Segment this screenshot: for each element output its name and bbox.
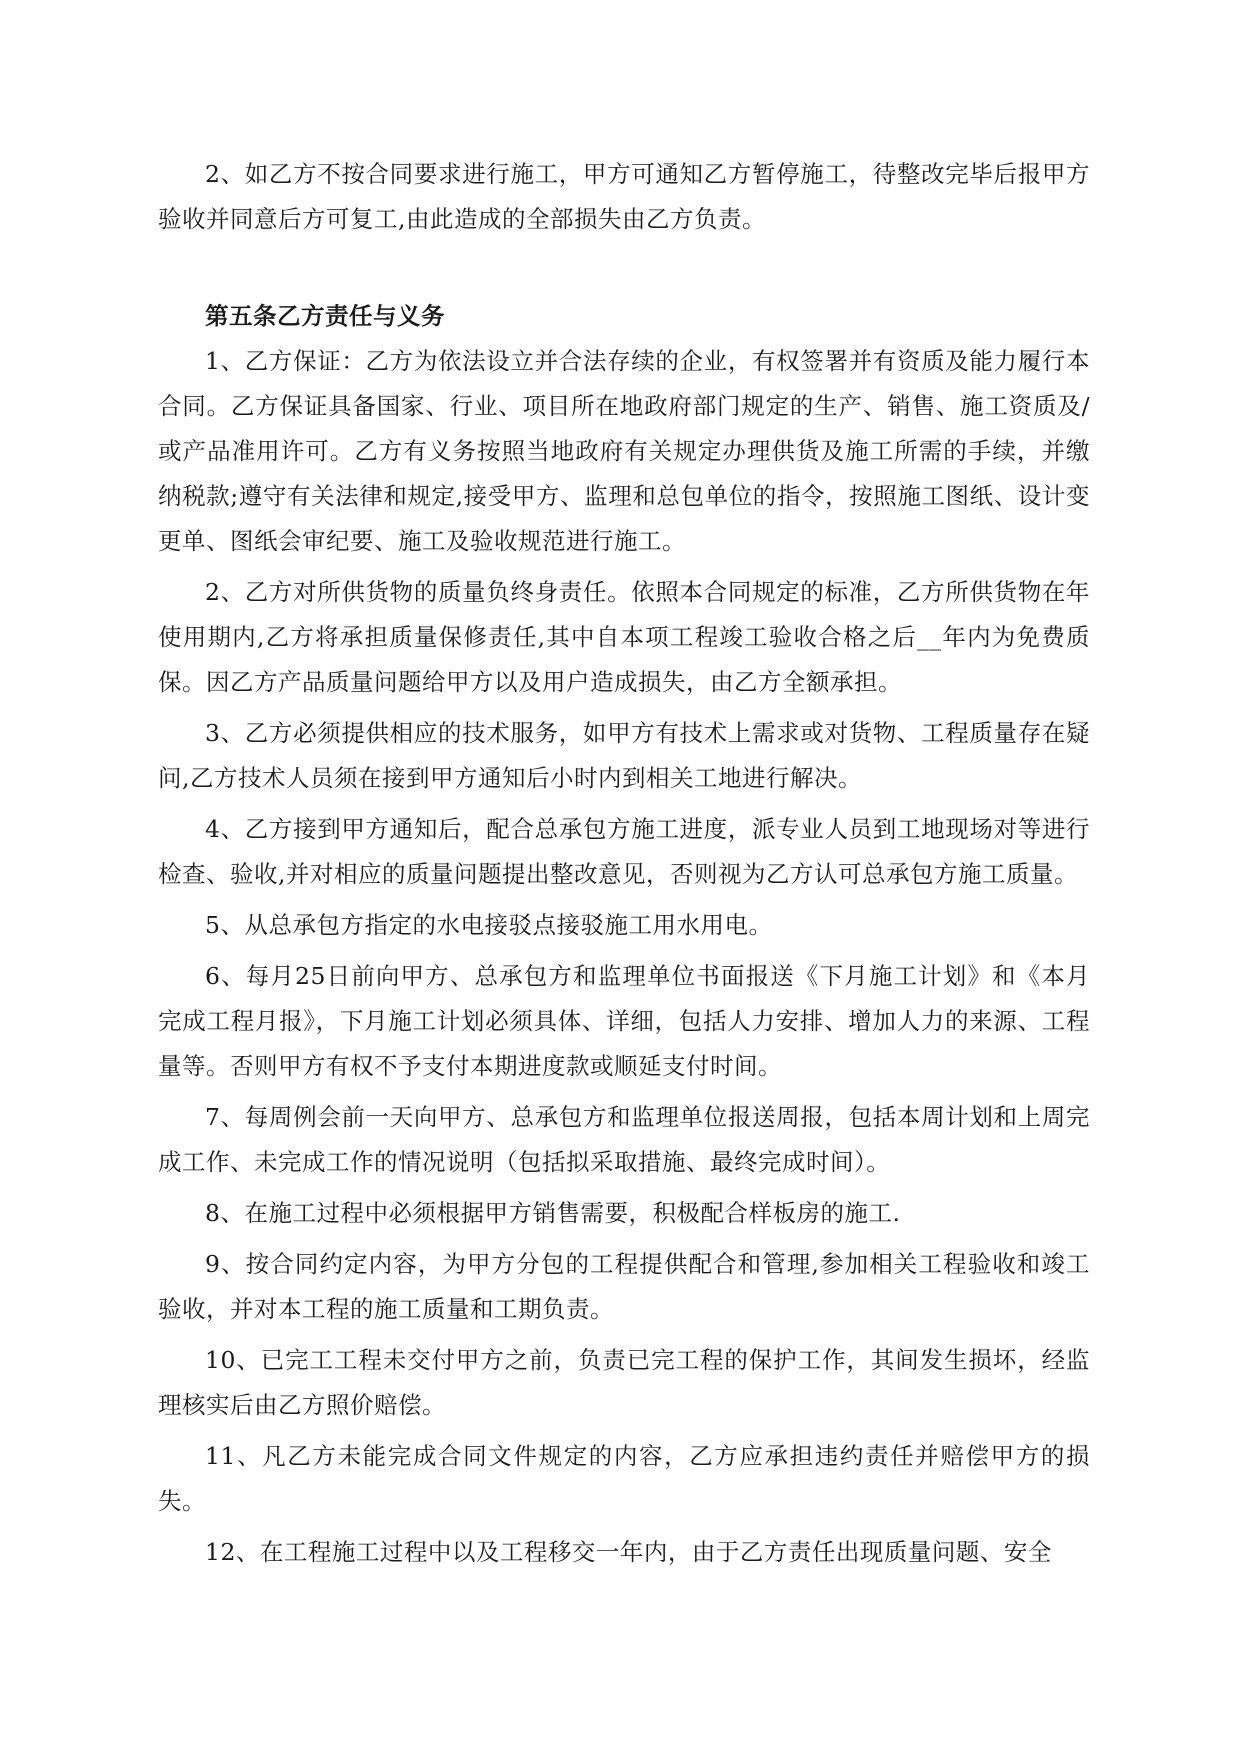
clause-paragraph: 2、乙方对所供货物的质量负终身责任。依照本合同规定的标准，乙方所供货物在年使用期内,乙方将承担质量保修责任,其中自本项工程竣工验收合格之后__年内为免费质保。因乙方产品质量问题给甲方以及用户造成损失，由乙方全额承担。 [158, 578, 1090, 696]
clause-paragraph: 3、乙方必须提供相应的技术服务，如甲方有技术上需求或对货物、工程质量存在疑问,乙方技术人员须在接到甲方通知后小时内到相关工地进行解决。 [158, 719, 1090, 792]
clause-paragraph: 6、每月25日前向甲方、总承包方和监理单位书面报送《下月施工计划》和《本月完成工程月报》，下月施工计划必须具体、详细，包括人力安排、增加人力的来源、工程量等。否则甲方有权不予支付本期进度款或顺延支付时间。 [158, 962, 1090, 1080]
clause-paragraph: 12、在工程施工过程中以及工程移交一年内，由于乙方责任出现质量问题、安全 [205, 1538, 1052, 1566]
section-heading: 第五条乙方责任与义务 [205, 302, 445, 330]
document-body [158, 152, 1090, 1575]
clause-paragraph: 2、如乙方不按合同要求进行施工，甲方可通知乙方暂停施工，待整改完毕后报甲方验收并同意后方可复工,由此造成的全部损失由乙方负责。 [158, 160, 1090, 233]
clause-paragraph: 10、已完工工程未交付甲方之前，负责已完工程的保护工作，其间发生损坏，经监理核实后由乙方照价赔偿。 [158, 1346, 1090, 1419]
clause-paragraph: 11、凡乙方未能完成合同文件规定的内容，乙方应承担违约责任并赔偿甲方的损失。 [158, 1442, 1090, 1515]
clause-paragraph: 7、每周例会前一天向甲方、总承包方和监理单位报送周报，包括本周计划和上周完成工作、未完成工作的情况说明（包括拟采取措施、最终完成时间）。 [158, 1103, 1090, 1176]
clause-paragraph: 8、在施工过程中必须根据甲方销售需要，积极配合样板房的施工. [205, 1199, 901, 1227]
clause-paragraph: 5、从总承包方指定的水电接驳点接驳施工用水用电。 [205, 911, 773, 939]
clause-paragraph: 4、乙方接到甲方通知后，配合总承包方施工进度，派专业人员到工地现场对等进行检查、验收,并对相应的质量问题提出整改意见，否则视为乙方认可总承包方施工质量。 [158, 815, 1090, 888]
clause-paragraph: 1、乙方保证：乙方为依法设立并合法存续的企业，有权签署并有资质及能力履行本合同。乙方保证具备国家、行业、项目所在地政府部门规定的生产、销售、施工资质及/或产品准用许可。乙方有义务按照当地政府有关规定办理供货及施工所需的手续，并缴纳税款;遵守有关法律和规定,接受甲方、监理和总包单位的指令，按照施工图纸、设计变更单、图纸会审纪要、施工及验收规范进行施工。 [158, 347, 1090, 555]
clause-paragraph: 9、按合同约定内容，为甲方分包的工程提供配合和管理,参加相关工程验收和竣工验收，并对本工程的施工质量和工期负责。 [158, 1250, 1090, 1323]
